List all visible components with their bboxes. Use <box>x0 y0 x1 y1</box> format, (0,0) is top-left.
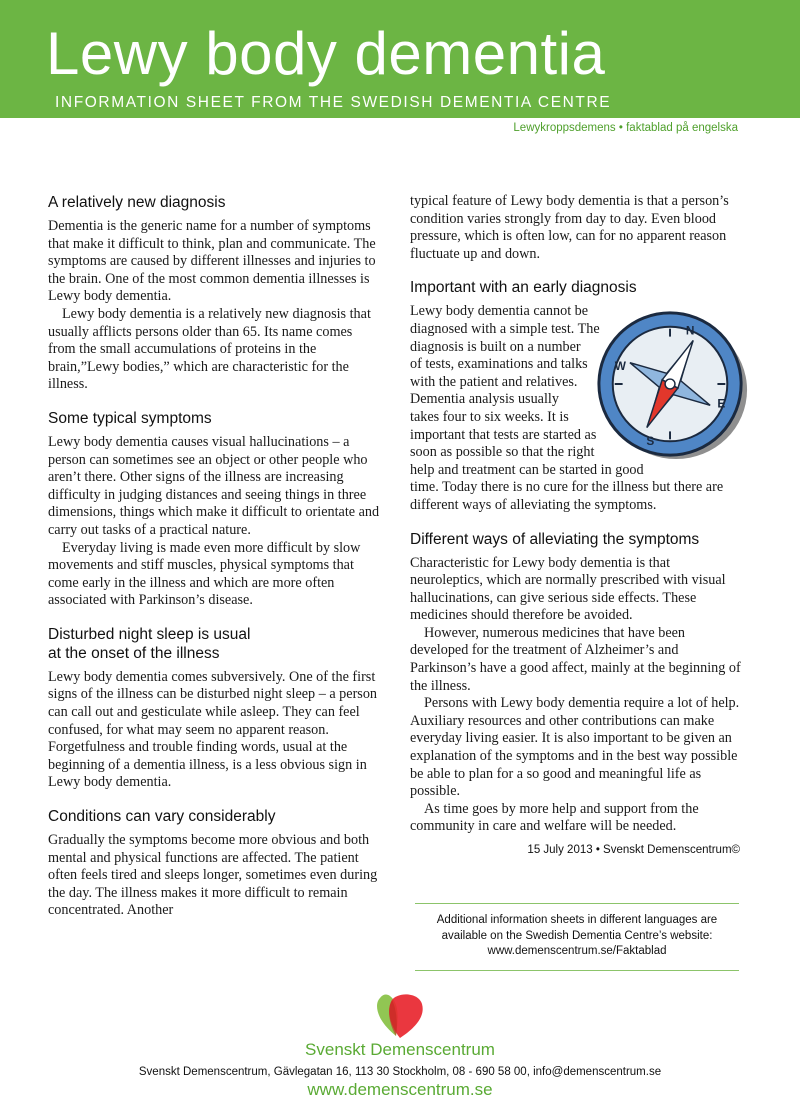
paragraph: However, numerous medicines that have been developed for the treatment of Alzheimer’s and Parkinson’s have a good affect, mainly at the beginning of the illness. <box>410 624 741 694</box>
paragraph: Persons with Lewy body dementia require a lot of help. Auxiliary resources and other contributions can make everyday living easier. It is also important to be given an explanation of the symptoms and in the best way possible be able to plan for a so good and meaningful life as possible. <box>410 695 740 800</box>
info-line: Additional information sheets in different languages are <box>436 914 718 926</box>
compass-letter-w: W <box>614 359 626 374</box>
section-heading: Disturbed night sleep is usual at the onset of the illness <box>48 625 251 662</box>
compass-letter-e: E <box>717 397 726 412</box>
section-conditions-vary <box>48 807 380 920</box>
section-heading: Different ways of alleviating the symptoms <box>410 530 700 548</box>
info-link[interactable]: www.demenscentrum.se/Faktablad <box>487 945 667 957</box>
heart-logo-icon <box>372 990 428 1040</box>
paragraph: Characteristic for Lewy body dementia is that neuroleptics, which are normally prescribed with visual hallucinations, can give serious side effects. These medicines should therefore be avoided. <box>410 554 726 624</box>
paragraph: Lewy body dementia causes visual hallucinations – a person can sometimes see an object or other people who aren’t there. Other signs of the illness are increasing difficulty in judging distances and seeing things in three dimensions, things which make it difficult to orientate and carry out tasks of a practical nature. <box>48 433 380 538</box>
section-early-diagnosis <box>410 278 742 514</box>
section-heading: Some typical symptoms <box>48 409 212 427</box>
section-conditions-vary-continued <box>410 193 742 263</box>
right-column <box>410 193 742 871</box>
section-new-diagnosis <box>48 193 380 394</box>
compass-pivot <box>665 379 675 389</box>
left-column <box>48 193 380 935</box>
compass-icon <box>592 305 752 463</box>
section-heading: A relatively new diagnosis <box>48 194 226 211</box>
paragraph: Lewy body dementia is a relatively new diagnosis that usually afflicts persons older than 65. Its name comes from the small accumulations of proteins in the brain,”Lewy bodies,” which are characteristic for the illness. <box>48 305 371 393</box>
section-night-sleep <box>48 625 380 792</box>
header-banner <box>0 0 800 118</box>
compass-letter-n: N <box>685 324 695 338</box>
date-line: 15 July 2013 • Svenskt Demenscentrum© <box>527 844 740 856</box>
language-note: Lewykroppsdemens • faktablad på engelska <box>513 122 738 134</box>
paragraph: Lewy body dementia comes subversively. One of the first signs of the illness can be disturbed night sleep – a person can call out and gesticulate while asleep. They can feel confused, for what may seem no apparent reason. Forgetfulness and trouble finding words, usual at the beginning of a dementia illness, is a less obvious sign in Lewy body dementia. <box>48 668 378 791</box>
contact-address: Svenskt Demenscentrum, Gävlegatan 16, 113 30 Stockholm, 08 - 690 58 00, info@demenscentrum.se <box>138 1066 662 1078</box>
page-subtitle: INFORMATION SHEET FROM THE SWEDISH DEMENTIA CENTRE <box>55 94 612 111</box>
section-typical-symptoms <box>48 409 380 610</box>
compass-letter-s: S <box>646 434 655 449</box>
paragraph: Dementia is the generic name for a number of symptoms that make it difficult to think, plan and communicate. The symptoms are caused by different illnesses and injuries to the brain. One of the most common dementia illnesses is Lewy body dementia. <box>48 218 376 305</box>
paragraph: As time goes by more help and support from the community in care and welfare will be needed. <box>410 800 699 835</box>
section-heading: Important with an early diagnosis <box>410 279 637 297</box>
page-title: Lewy body dementia <box>46 20 606 87</box>
paragraph: Gradually the symptoms become more obvious and both mental and physical functions are affected. The patient often feels tired and sleeps longer, sometimes even during the day. The illness makes it more difficult to remain concentrated. Another <box>48 832 378 919</box>
paragraph: typical feature of Lewy body dementia is that a person’s condition varies strongly from day to day. Even blood pressure, which is often low, can for no apparent reason fluctuate up and down. <box>410 193 729 262</box>
section-alleviating-symptoms <box>410 530 742 857</box>
website-link[interactable]: www.demenscentrum.se <box>307 1080 493 1099</box>
section-heading: Conditions can vary considerably <box>48 808 276 826</box>
info-box <box>415 903 739 971</box>
paragraph: Everyday living is made even more difficult by slow movements and stiff muscles, physical symptoms that come early in the illness and which are more often associated with Parkinson’s disease. <box>48 539 361 609</box>
info-line: available on the Swedish Dementia Centre’s website: <box>441 929 713 942</box>
paragraph: Lewy body dementia cannot be diagnosed with a simple test. The diagnosis is built on a number of tests, examinations and talks with the patient and relatives. Dementia analysis usually takes four to six weeks. It is important that tests are started as soon as possible so that the right help and treatment can be started in good time. Today there is no cure for the illness but there are different ways of alleviating the symptoms. <box>410 303 724 513</box>
organization-name: Svenskt Demenscentrum <box>305 1040 495 1059</box>
